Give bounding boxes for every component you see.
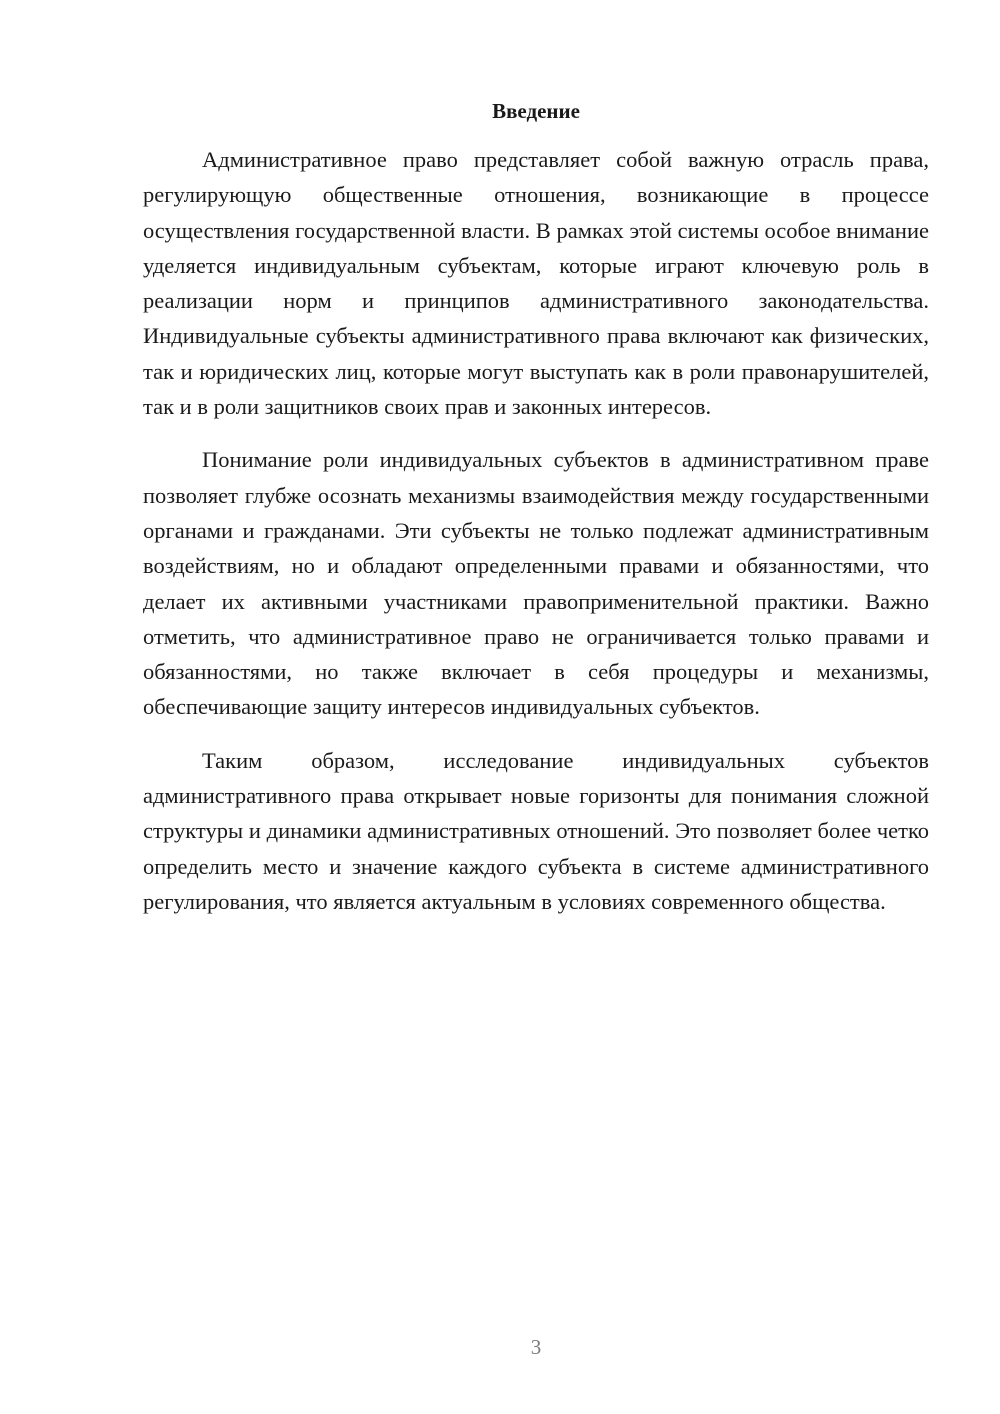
page-number: 3 (530, 1335, 542, 1359)
paragraph-3: Таким образом, исследование индивидуальных субъектов административного права открывает новые горизонты для понимания сложной структуры и динамики административных отношений. Это позволяет более четко определить место и значение каждого субъекта в системе административного регулирования, что является актуальным в условиях современного общества. (143, 747, 929, 914)
paragraph-1: Административное право представляет собой важную отрасль права, регулирующую общественные отношения, возникающие в процессе осуществления государственной власти. В рамках этой системы особое внимание уделяется индивидуальным субъектам, которые играют ключевую роль в реализации норм и принципов административного законодательства. Индивидуальные субъекты административного права включают как физических, так и юридических лиц, которые могут выступать как в роли правонарушителей, так и в роли защитников своих прав и законных интересов. (143, 147, 929, 420)
body-text (143, 142, 929, 937)
section-title: Введение (492, 99, 580, 123)
paragraph-2: Понимание роли индивидуальных субъектов в административном праве позволяет глубже осознать механизмы взаимодействия между государственными органами и гражданами. Эти субъекты не только подлежат административным воздействиям, но и обладают определенными правами и обязанностями, что делает их активными участниками правоприменительной практики. Важно отметить, что административное право не ограничивается только правами и обязанностями, но также включает в себя процедуры и механизмы, обеспечивающие защиту интересов индивидуальных субъектов. (143, 447, 929, 720)
